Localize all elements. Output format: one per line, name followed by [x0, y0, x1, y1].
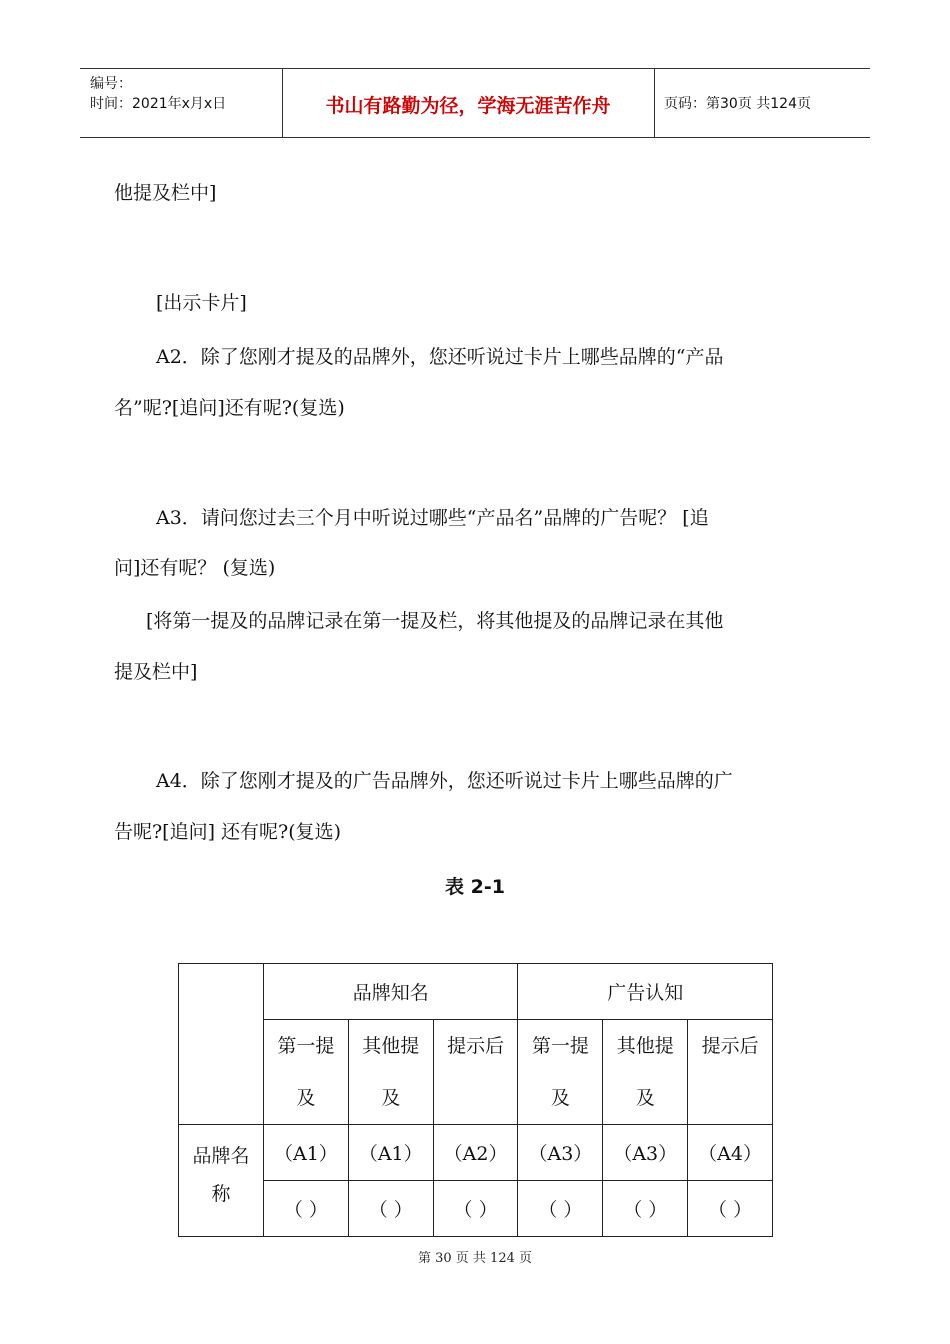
paragraph-line: [出示卡片] [156, 292, 247, 314]
code-cell: （A1） [264, 1125, 349, 1181]
header-meta-cell [80, 69, 283, 137]
question-a3-line1: A3．请问您过去三个月中听说过哪些“产品名”品牌的广告呢？ [追 [156, 507, 709, 529]
sub-header: 提示后 [688, 1020, 773, 1125]
note-line2: 提及栏中] [114, 661, 198, 683]
note-line1: [将第一提及的品牌记录在第一提及栏，将其他提及的品牌记录在其他 [146, 610, 724, 632]
row-label: 品牌名 称 [179, 1125, 264, 1237]
number-label: 编号： [90, 76, 132, 92]
time-label: 时间：2021年x月x日 [90, 96, 227, 112]
page-header [80, 68, 870, 138]
corner-cell [179, 964, 264, 1125]
header-page-cell [654, 69, 870, 137]
group-header-brand-awareness: 品牌知名 [264, 964, 518, 1020]
code-cell: （A3） [603, 1125, 688, 1181]
code-cell: （A3） [518, 1125, 603, 1181]
sub-header: 提示后 [433, 1020, 518, 1125]
code-cell: （A2） [433, 1125, 518, 1181]
code-cell: （A1） [348, 1125, 433, 1181]
table-title: 表 2-1 [445, 876, 505, 898]
sub-header: 第一提 及 [518, 1020, 603, 1125]
blank-cell[interactable]: （ ） [348, 1181, 433, 1237]
question-a4-line1: A4．除了您刚才提及的广告品牌外，您还听说过卡片上哪些品牌的广 [156, 770, 733, 792]
question-a4-line2: 告呢?[追问] 还有呢?(复选) [114, 821, 342, 843]
sub-header: 第一提 及 [264, 1020, 349, 1125]
header-motto-cell [282, 69, 655, 137]
blank-cell[interactable]: （ ） [518, 1181, 603, 1237]
motto: 书山有路勤为径，学海无涯苦作舟 [325, 95, 611, 117]
question-a3-line2: 问]还有呢？ (复选) [114, 557, 276, 579]
blank-cell[interactable]: （ ） [688, 1181, 773, 1237]
page-info: 页码：第30页 共124页 [664, 96, 811, 112]
blank-cell[interactable]: （ ） [603, 1181, 688, 1237]
survey-table [178, 963, 773, 1237]
group-header-ad-awareness: 广告认知 [518, 964, 773, 1020]
page-footer: 第 30 页 共 124 页 [417, 1251, 533, 1266]
sub-header: 其他提 及 [603, 1020, 688, 1125]
question-a2-line2: 名”呢?[追问]还有呢?(复选) [114, 397, 345, 419]
question-a2-line1: A2．除了您刚才提及的品牌外，您还听说过卡片上哪些品牌的“产品 [156, 346, 724, 368]
sub-header: 其他提 及 [348, 1020, 433, 1125]
code-cell: （A4） [688, 1125, 773, 1181]
blank-cell[interactable]: （ ） [264, 1181, 349, 1237]
paragraph-line: 他提及栏中] [114, 182, 217, 204]
blank-cell[interactable]: （ ） [433, 1181, 518, 1237]
